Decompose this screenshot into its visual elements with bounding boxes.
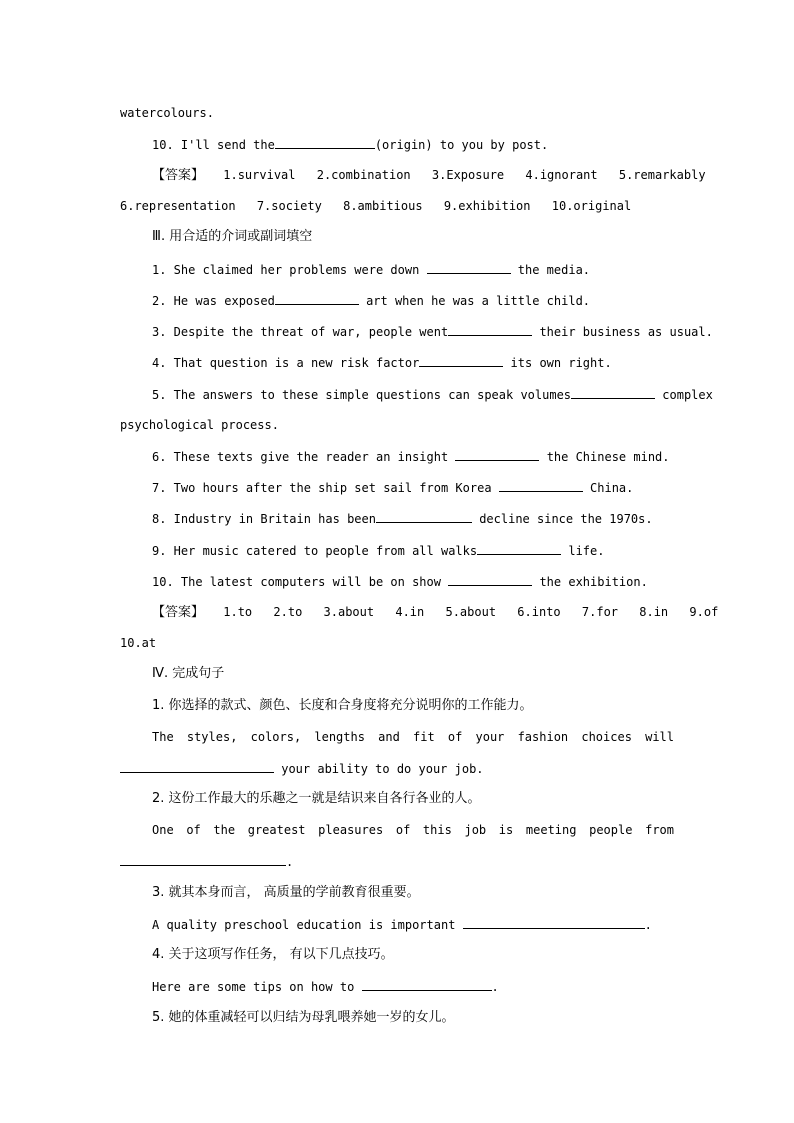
part3-answers-line1 <box>0 604 794 621</box>
part4-sentence-2-chinese: 2. 这份工作最大的乐趣之一就是结识来自各行各业的人。 <box>152 791 481 806</box>
section-heading-part3: Ⅲ. 用合适的介词或副词填空 <box>152 229 313 244</box>
part2-question-10: 10. I'll send the (origin) to you by post. <box>152 138 549 152</box>
answer-item: 2.combination <box>316 168 411 182</box>
q9-continuation: watercolours. <box>120 106 214 120</box>
answer-item: 7.society <box>256 199 322 213</box>
answer-item: 2.to <box>273 605 303 619</box>
part3-question-5: 5. The answers to these simple questions can speak volumes complex <box>152 388 713 402</box>
answer-item: 1.to <box>223 605 253 619</box>
part4-sentence-1-english: The styles, colors, lengths and fit of your fashion choices will <box>152 730 674 744</box>
part4-sentence-1-english-cont: your ability to do your job. <box>0 760 794 777</box>
part3-question-6: 6. These texts give the reader an insight the Chinese mind. <box>152 450 670 464</box>
answer-blank[interactable] <box>376 510 472 523</box>
answer-label: 【答案】 <box>152 168 205 183</box>
answer-item: 5.remarkably <box>618 168 706 182</box>
part4-sentence-4-english: Here are some tips on how to . <box>152 980 499 994</box>
answer-list <box>223 168 705 182</box>
answer-blank[interactable] <box>455 448 539 461</box>
part3-question-10: 10. The latest computers will be on show the exhibition. <box>152 575 648 589</box>
answer-item: 8.in <box>639 605 669 619</box>
part4-sentence-2-english: One of the greatest pleasures of this job is meeting people from <box>152 823 674 837</box>
part3-question-4: 4. That question is a new risk factor its own right. <box>152 356 612 370</box>
part3-question-8: 8. Industry in Britain has been decline since the 1970s. <box>152 512 653 526</box>
answer-label: 【答案】 <box>152 605 205 620</box>
answer-blank[interactable] <box>120 760 274 773</box>
answer-blank[interactable] <box>427 261 511 274</box>
part3-answers-line2: 10.at <box>120 636 157 650</box>
answer-blank[interactable] <box>477 542 561 555</box>
answer-blank[interactable] <box>275 292 359 305</box>
part4-sentence-3-english: A quality preschool education is important . <box>152 918 652 932</box>
answer-item: 7.for <box>581 605 619 619</box>
answer-blank[interactable] <box>448 573 532 586</box>
answer-item: 8.ambitious <box>343 199 423 213</box>
part4-sentence-4-chinese: 4. 关于这项写作任务， 有以下几点技巧。 <box>152 947 394 962</box>
part3-question-3: 3. Despite the threat of war, people went their business as usual. <box>152 325 713 339</box>
answer-blank[interactable] <box>362 978 492 991</box>
answer-item: 10.original <box>551 199 632 213</box>
answer-blank[interactable] <box>499 479 583 492</box>
part2-answers-line2 <box>0 198 794 214</box>
answer-item: 6.into <box>517 605 561 619</box>
answer-item: 1.survival <box>223 168 296 182</box>
answer-blank[interactable] <box>571 386 655 399</box>
section-heading-part4: Ⅳ. 完成句子 <box>152 666 225 681</box>
part4-sentence-3-chinese: 3. 就其本身而言， 高质量的学前教育很重要。 <box>152 885 420 900</box>
answer-blank[interactable] <box>275 136 375 149</box>
answer-blank[interactable] <box>120 853 286 866</box>
answer-blank[interactable] <box>448 323 532 336</box>
answer-item: 4.in <box>395 605 425 619</box>
answer-item: 3.Exposure <box>431 168 505 182</box>
answer-item: 5.about <box>445 605 497 619</box>
answer-blank[interactable] <box>419 354 503 367</box>
answer-item: 6.representation <box>120 199 236 213</box>
answer-blank[interactable] <box>463 916 645 929</box>
part3-question-7: 7. Two hours after the ship set sail from Korea China. <box>152 481 634 495</box>
part3-question-5-continuation: psychological process. <box>120 418 279 432</box>
part2-answers-line1 <box>0 167 794 184</box>
answer-list <box>223 605 718 619</box>
part4-sentence-5-chinese: 5. 她的体重减轻可以归结为母乳喂养她一岁的女儿。 <box>152 1010 455 1025</box>
answer-item: 4.ignorant <box>525 168 598 182</box>
part3-question-9: 9. Her music catered to people from all walks life. <box>152 544 605 558</box>
answer-item: 9.of <box>689 605 719 619</box>
part3-question-1: 1. She claimed her problems were down the media. <box>152 263 591 277</box>
part4-sentence-1-chinese: 1. 你选择的款式、颜色、长度和合身度将充分说明你的工作能力。 <box>152 698 533 713</box>
answer-item: 3.about <box>323 605 375 619</box>
part3-question-2: 2. He was exposed art when he was a little child. <box>152 294 591 308</box>
answer-item: 9.exhibition <box>443 199 531 213</box>
part4-sentence-2-english-cont: . <box>0 853 794 870</box>
